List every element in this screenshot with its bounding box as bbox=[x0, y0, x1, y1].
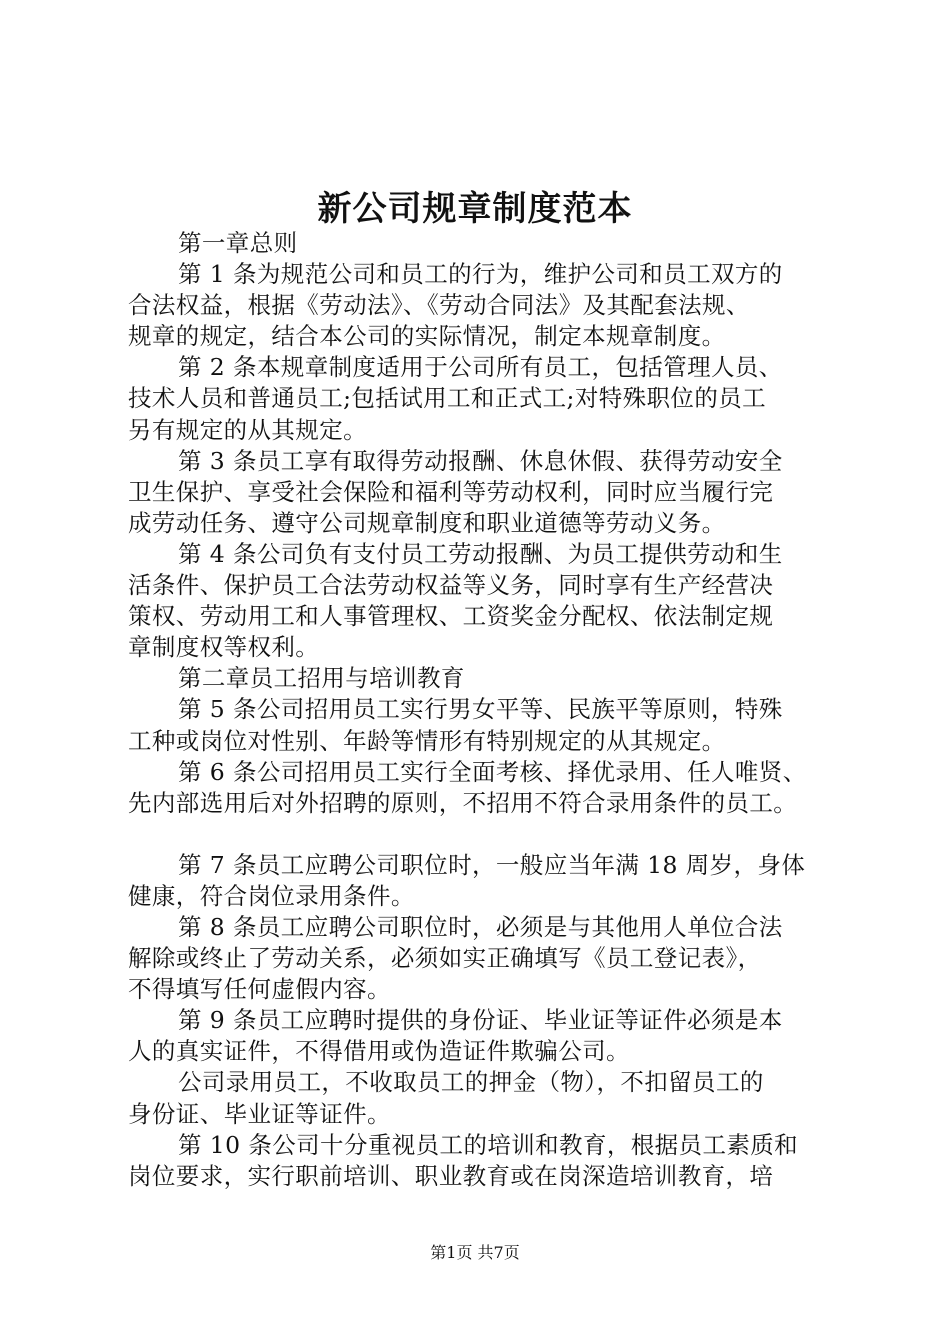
text-line: 第 4 条公司负有支付员工劳动报酬、为员工提供劳动和生 bbox=[178, 539, 783, 568]
text-line: 第 3 条员工享有取得劳动报酬、休息休假、获得劳动安全 bbox=[178, 446, 783, 475]
blank-line bbox=[128, 819, 833, 850]
text-line: 工种或岗位对性别、年龄等情形有特别规定的从其规定。 bbox=[128, 726, 726, 755]
chapter-heading: 第一章总则 bbox=[178, 229, 298, 257]
text-line: 第 9 条员工应聘时提供的身份证、毕业证等证件必须是本 bbox=[178, 1006, 783, 1035]
text-line: 岗位要求，实行职前培训、职业教育或在岗深造培训教育，培 bbox=[128, 1161, 774, 1190]
text-line: 第 10 条公司十分重视员工的培训和教育，根据员工素质和 bbox=[178, 1130, 799, 1159]
text-line: 先内部选用后对外招聘的原则，不招用不符合录用条件的员工。 bbox=[128, 788, 798, 817]
page-number-footer: 第1页 共7页 bbox=[430, 1243, 520, 1262]
text-line: 章制度权等权利。 bbox=[128, 633, 320, 662]
text-line: 不得填写任何虚假内容。 bbox=[128, 975, 391, 1004]
text-line: 第 1 条为规范公司和员工的行为，维护公司和员工双方的 bbox=[178, 260, 783, 289]
text-line: 技术人员和普通员工;包括试用工和正式工;对特殊职位的员工 bbox=[128, 384, 767, 413]
document-body bbox=[128, 228, 833, 1192]
text-line: 第 8 条员工应聘公司职位时，必须是与其他用人单位合法 bbox=[178, 912, 783, 941]
text-line: 第 5 条公司招用员工实行男女平等、民族平等原则，特殊 bbox=[178, 695, 783, 724]
document-title: 新公司规章制度范本 bbox=[317, 189, 633, 229]
text-line: 第 6 条公司招用员工实行全面考核、择优录用、任人唯贤、 bbox=[178, 757, 807, 786]
text-line: 解除或终止了劳动关系，必须如实正确填写《员工登记表》， bbox=[128, 944, 762, 973]
text-line: 公司录用员工，不收取员工的押金（物），不扣留员工的 bbox=[178, 1068, 764, 1097]
text-line: 策权、劳动用工和人事管理权、工资奖金分配权、依法制定规 bbox=[128, 602, 774, 631]
text-line: 健康，符合岗位录用条件。 bbox=[128, 881, 415, 910]
text-line: 身份证、毕业证等证件。 bbox=[128, 1099, 391, 1128]
text-line: 成劳动任务、遵守公司规章制度和职业道德等劳动义务。 bbox=[128, 508, 726, 537]
text-line: 规章的规定，结合本公司的实际情况，制定本规章制度。 bbox=[128, 322, 726, 351]
chapter-heading: 第二章员工招用与培训教育 bbox=[178, 664, 465, 693]
text-line: 合法权益，根据《劳动法》、《劳动合同法》及其配套法规、 bbox=[128, 291, 750, 320]
text-line: 第 7 条员工应聘公司职位时，一般应当年满 18 周岁，身体 bbox=[178, 850, 806, 879]
text-line: 活条件、保护员工合法劳动权益等义务，同时享有生产经营决 bbox=[128, 571, 774, 600]
text-line: 另有规定的从其规定。 bbox=[128, 415, 367, 444]
text-line: 人的真实证件，不得借用或伪造证件欺骗公司。 bbox=[128, 1037, 630, 1066]
text-line: 卫生保护、享受社会保险和福利等劳动权利，同时应当履行完 bbox=[128, 477, 774, 506]
text-line: 第 2 条本规章制度适用于公司所有员工，包括管理人员、 bbox=[178, 353, 783, 382]
